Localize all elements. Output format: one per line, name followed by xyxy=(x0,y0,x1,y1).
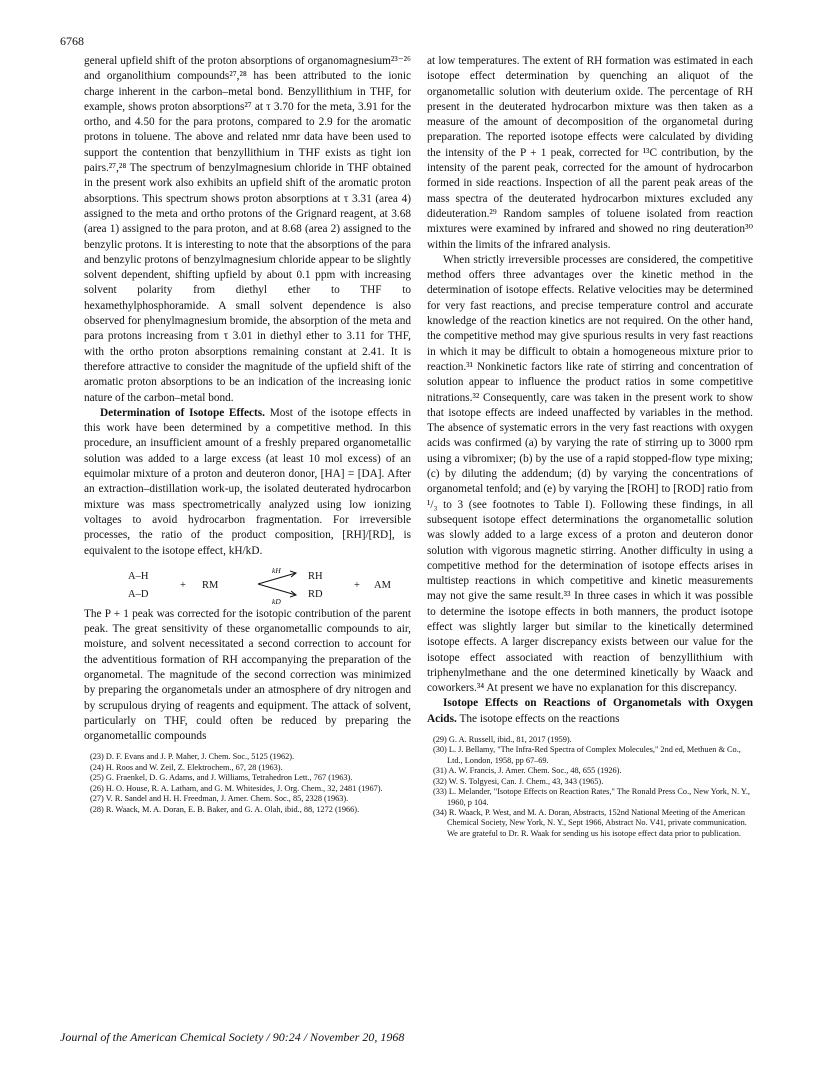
reference-23: (23) D. F. Evans and J. P. Maher, J. Chem. Soc., 5125 (1962). xyxy=(90,752,295,762)
reference-27: (27) V. R. Sandel and H. H. Freedman, J. Amer. Chem. Soc., 85, 2328 (1963). xyxy=(90,794,349,804)
scheme-reagent: RM xyxy=(202,579,219,591)
left-paragraph-1: general upfield shift of the proton absorptions of organomagnesium²³⁻²⁶ and organolithium compounds²⁷,²⁸ has been attributed to the ionic charge inherent in the carbon–metal bond. Benzyllithium in THF, for example, shows proton absorptions²⁷ at τ 3.70 for the meta, 3.91 for the ortho, and 4.50 for the para protons, compared to 2.9 for the aromatic protons in toluene. The above and related nmr data have been used to support the contention that benzyllithium in THF exists as tight ion pairs.²⁷,²⁸ The spectrum of benzylmagnesium chloride in THF obtained in the present work also exhibits an upfield shift of the aromatic proton absorptions. This spectrum shows proton absorptions at τ 3.31 (area 4) assigned to the meta and ortho protons of the Grignard reagent, at 3.68 (area 1) assigned to the para proton, and at 8.68 (area 2) assigned to the benzylic protons. It is interesting to note that the absorptions of the para and benzylic protons of benzylmagnesium chloride appear to be slightly solvent dependent, shifting upfield by about 0.1 ppm with increasing solvent polarity from diethyl ether to THF to hexamethylphosphoramide. A small solvent dependence is also observed for phenylmagnesium bromide, the absorption of the meta and para protons increasing from τ 3.01 in diethyl ether to 3.11 for THF, with the ortho proton absorptions remaining constant at 2.41. It is therefore attractive to consider the magnitude of the upfield shift of the aromatic proton absorptions to be an indication of the increasing ionic nature of the carbon–metal bond. xyxy=(84,55,411,404)
right-paragraph-1: at low temperatures. The extent of RH formation was estimated in each isotope effect determination by quenching an aliquot of the organometallic solution with deuterium oxide. The percentage of RH present in the deuterated hydrocarbon mixture was then taken as a measure of the amount of decomposition of the organometal during preparation. The reported isotope effects were calculated by dividing the intensity of the P + 1 peak, corrected for ¹³C contribution, by the intensity of the parent peak, corrected for the amount of hydrocarbon formed in side reactions. Inspection of all the parent peak areas of the mass spectra of the deuterated hydrocarbon mixtures excluded any dideuteration.²⁹ Random samples of toluene isolated from reaction mixtures were examined by infrared and showed no ring deuteration³⁰ within the limits of the infrared analysis. xyxy=(427,55,753,251)
journal-footer: Journal of the American Chemical Society / 90:24 / November 20, 1968 xyxy=(60,1030,405,1044)
left-paragraph-2-block xyxy=(84,406,411,559)
right-paragraph-3: The isotope effects on the reactions xyxy=(459,712,620,725)
scheme-rate-kd: kD xyxy=(272,596,281,606)
reference-32: (32) W. S. Tolgyesi, Can. J. Chem., 43, 343 (1965). xyxy=(433,776,604,786)
reference-25: (25) G. Fraenkel, D. G. Adams, and J. Williams, Tetrahedron Lett., 767 (1963). xyxy=(90,773,353,783)
reference-30: (30) L. J. Bellamy, "The Infra-Red Spectra of Complex Molecules," 2nd ed, Methuen & Co., Ltd., London, 1958, pp 67–69. xyxy=(433,745,741,765)
reference-33: (33) L. Melander, "Isotope Effects on Reaction Rates," The Ronald Press Co., New York, N. Y., 1960, p 104. xyxy=(433,787,750,807)
page-number: 6768 xyxy=(60,34,84,48)
reference-34: (34) R. Waack, P. West, and M. A. Doran, Abstracts, 152nd National Meeting of the American Chemical Society, New York, N. Y., Sept 1966, Abstract No. V41, private communication. We are grateful to Dr. R. Waak for sending us his isotope effect data prior to publication. xyxy=(433,807,747,838)
reference-26: (26) H. O. House, R. A. Latham, and G. M. Whitesides, J. Org. Chem., 32, 2481 (1967). xyxy=(90,783,383,793)
right-references xyxy=(427,735,753,839)
left-paragraph-3: The P + 1 peak was corrected for the isotopic contribution of the parent peak. The great sensitivity of these organometallic compounds to air, moisture, and solvent necessitated a second correction to account for the adventitious formation of RH accompanying the preparation of the organometal. The magnitude of the second correction was minimized by preparing the organometals under an atmosphere of dry nitrogen and by scrupulous drying of reagents and equipment. The attack of solvent, particularly on THF, could often be reduced by preparing the organometallic compounds xyxy=(84,607,411,743)
scheme-reactant-bottom: A–D xyxy=(128,588,149,600)
reference-29: (29) G. A. Russell, ibid., 81, 2017 (1959). xyxy=(433,735,572,745)
reference-24: (24) H. Roos and W. Zeil, Z. Elektrochem., 67, 28 (1963). xyxy=(90,762,283,772)
right-column xyxy=(427,54,753,839)
reaction-scheme xyxy=(128,565,411,606)
section-heading-oxygen-acids: Isotope Effects on Reactions of Organometals with Oxygen Acids. xyxy=(427,697,753,725)
reference-31: (31) A. W. Francis, J. Amer. Chem. Soc., 48, 655 (1926). xyxy=(433,766,622,776)
reference-28: (28) R. Waack, M. A. Doran, E. B. Baker, and G. A. Olah, ibid., 88, 1272 (1966). xyxy=(90,804,360,814)
scheme-plus-2: + xyxy=(354,579,360,591)
scheme-rate-kh: kH xyxy=(272,565,281,575)
left-references xyxy=(84,752,411,814)
scheme-reactant-top: A–H xyxy=(128,570,149,582)
left-column xyxy=(84,54,411,815)
right-paragraph-3-block xyxy=(427,696,753,727)
section-heading-isotope-effects: Determination of Isotope Effects. xyxy=(100,406,266,419)
scheme-product-top: RH xyxy=(308,570,323,582)
scheme-byproduct: AM xyxy=(374,579,391,591)
scheme-plus-1: + xyxy=(180,579,186,591)
right-paragraph-2: When strictly irreversible processes are considered, the competitive method offers three advantages over the kinetic method in the determination of isotope effects. Relative velocities may be determined for very fast reactions, and precise temperature control and accurate knowledge of the reaction kinetics are not required. On the other hand, the competitive method may give spurious results in very fast reactions in which it may be difficult to obtain a homogeneous mixture prior to reaction.³¹ Nonkinetic factors like rate of stirring and concentration of solution appear to influence the product ratios in some competitive nitrations.³² Consequently, care was taken in the present work to show that isotope effects are indeed unaffected by variables in the method. The absence of systematic errors in the very fast reactions with oxygen acids was confirmed (a) by varying the rate of stirring up to 3000 rpm using a vibromixer; (b) by the use of a rapid stopped-flow type mixing; (c) by diluting the addendum; (d) by varying the concentrations of organometal tenfold; and (e) by varying the [ROH] to [ROD] ratio from ¹/₃ to 3 (see footnotes to Table I). Following these findings, in all subsequent isotope effect determinations the organometallic solution was slowly added to a large excess of a proton and deuteron donor solution with vigorous magnetic stirring. Another difficulty in using a competitive method for the determination of isotope effects arises in multistep reactions in which competitive and kinetic measurements may not give the same result.³³ In three cases in which it was possible to determine the isotope effects in both manners, the product isotope effect was slightly larger but similar to the kinetically determined isotope effects. A larger discrepancy exists between our value for the isotope effect associated with reaction of benzyllithium with triphenylmethane and the one determined kinetically by Waack and coworkers.³⁴ At present we have no explanation for this discrepancy. xyxy=(427,253,753,695)
left-paragraph-2: Most of the isotope effects in this work have been determined by a competitive method. In this procedure, an insufficient amount of a freshly prepared organometallic solution was added to a large excess (at least 10 mol excess) of an equimolar mixture of a proton and deuteron donor, [HA] = [DA]. After an extraction–distillation work-up, the isolated deuterated hydrocarbon mixture was mass spectrometrically analyzed using low ionizing voltages to avoid hydrocarbon fragmentation. For irreversible processes, the ratio of the product composition, [RH]/[RD], is equivalent to the isotope effect, kH/kD. xyxy=(84,406,411,557)
scheme-product-bottom: RD xyxy=(308,588,323,600)
